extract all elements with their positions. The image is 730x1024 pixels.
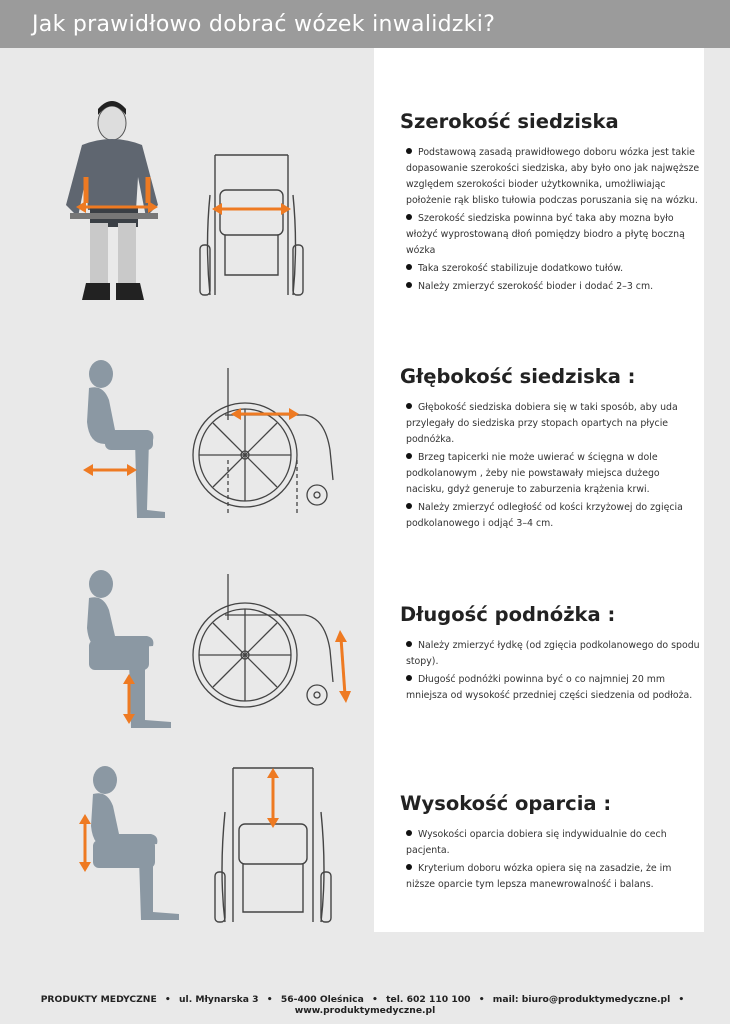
bullet-item: Należy zmierzyć odległość od kości krzyżowej do zgięcia podkolanowego i odjąć 3–4 cm. — [406, 502, 683, 529]
person-side-figure — [91, 766, 179, 920]
bullet-icon — [406, 264, 412, 270]
wheelchair-side-icon — [193, 574, 333, 707]
bullet-item: Długość podnóżki powinna być o co najmniej 20 mm mniejsza od wysokość przedniej części siedzenia od podłoża. — [406, 674, 693, 701]
bullet-icon — [406, 675, 412, 681]
page-footer — [0, 994, 730, 1016]
footer-separator: • — [478, 994, 485, 1005]
footer-city: 56-400 Oleśnica — [280, 994, 364, 1005]
seat-width-illustration — [60, 95, 360, 310]
bullet-list — [400, 400, 700, 532]
section-backrest-height — [400, 792, 700, 895]
backrest-arrow-icon — [267, 768, 279, 828]
bullet-item: Szerokość siedziska powinna być taka aby mozna było włożyć wyprostowaną dłoń pomiędzy biodro a płytę boczną wózka — [406, 213, 685, 256]
page-header — [0, 0, 730, 48]
bullet-icon — [406, 403, 412, 409]
footer-phone: tel. 602 110 100 — [386, 994, 471, 1005]
bullet-icon — [406, 453, 412, 459]
bullet-item: Należy zmierzyć szerokość bioder i dodać 2–3 cm. — [400, 279, 700, 295]
bullet-icon — [406, 282, 412, 288]
section-heading: Długość podnóżka : — [400, 603, 616, 626]
bullet-icon — [406, 214, 412, 220]
bullet-icon — [406, 148, 412, 154]
section-seat-width — [400, 110, 700, 297]
bullet-item: Brzeg tapicerki nie może uwierać w ścięgna w dole podkolanowym , żeby nie powstawały miejsca dużego nacisku, gdyż generuje to zaburzenia krążenia krwi. — [406, 452, 660, 495]
bullet-item: Taka szerokość stabilizuje dodatkowo tułów. — [400, 261, 700, 277]
person-front-figure — [66, 101, 158, 300]
bullet-list — [400, 827, 700, 893]
footer-company: PRODUKTY MEDYCZNE — [40, 994, 157, 1005]
bullet-list — [400, 145, 700, 295]
section-footrest-length — [400, 603, 700, 706]
seat-depth-illustration — [75, 360, 355, 525]
section-heading: Wysokość oparcia : — [400, 792, 612, 815]
bullet-icon — [406, 864, 412, 870]
section-heading: Szerokość siedziska — [400, 110, 619, 133]
footer-separator: • — [678, 994, 685, 1005]
bullet-item: Kryterium doboru wózka opiera się na zasadzie, że im niższe oparcie tym lepsza manewrowalność i balans. — [406, 863, 672, 890]
bullet-item: Podstawową zasadą prawidłowego doboru wózka jest takie dopasowanie szerokości siedziska, aby było ono jak najwęższe względem szerokości bioder użytkownika, umożliwiając położenie rąk blisko tułowia podczas poruszania się na wózku. — [406, 147, 700, 206]
bullet-list — [400, 638, 700, 704]
bullet-icon — [406, 641, 412, 647]
seat-width-arrow-icon — [212, 203, 291, 215]
bullet-item: Należy zmierzyć łydkę (od zgięcia podkolanowego do spodu stopy). — [406, 640, 700, 667]
wheelchair-front-icon — [200, 155, 303, 295]
depth-arrow-icon — [83, 464, 137, 476]
footer-web: www.produktymedyczne.pl — [294, 1005, 436, 1016]
footer-separator: • — [266, 994, 273, 1005]
section-heading: Głębokość siedziska : — [400, 365, 636, 388]
footer-address: ul. Młynarska 3 — [179, 994, 259, 1005]
footer-mail: mail: biuro@produktymedyczne.pl — [492, 994, 671, 1005]
bullet-item: Głębokość siedziska dobiera się w taki sposób, aby uda przylegały do siedziska przy stopach opartych na płycie podnóżka. — [406, 402, 678, 445]
bullet-icon — [406, 503, 412, 509]
footrest-length-illustration — [75, 570, 355, 735]
footrest-arrow-icon — [335, 630, 351, 703]
wheelchair-side-icon — [193, 368, 333, 515]
section-seat-depth — [400, 365, 700, 534]
bullet-icon — [406, 830, 412, 836]
person-side-figure — [87, 360, 165, 518]
footer-separator: • — [164, 994, 171, 1005]
page-title: Jak prawidłowo dobrać wózek inwalidzki? — [32, 12, 496, 37]
bullet-item: Wysokości oparcia dobiera się indywidualnie do cech pacjenta. — [406, 829, 667, 856]
footer-separator: • — [372, 994, 378, 1005]
back-height-arrow-icon — [79, 814, 91, 872]
backrest-height-illustration — [75, 762, 355, 930]
